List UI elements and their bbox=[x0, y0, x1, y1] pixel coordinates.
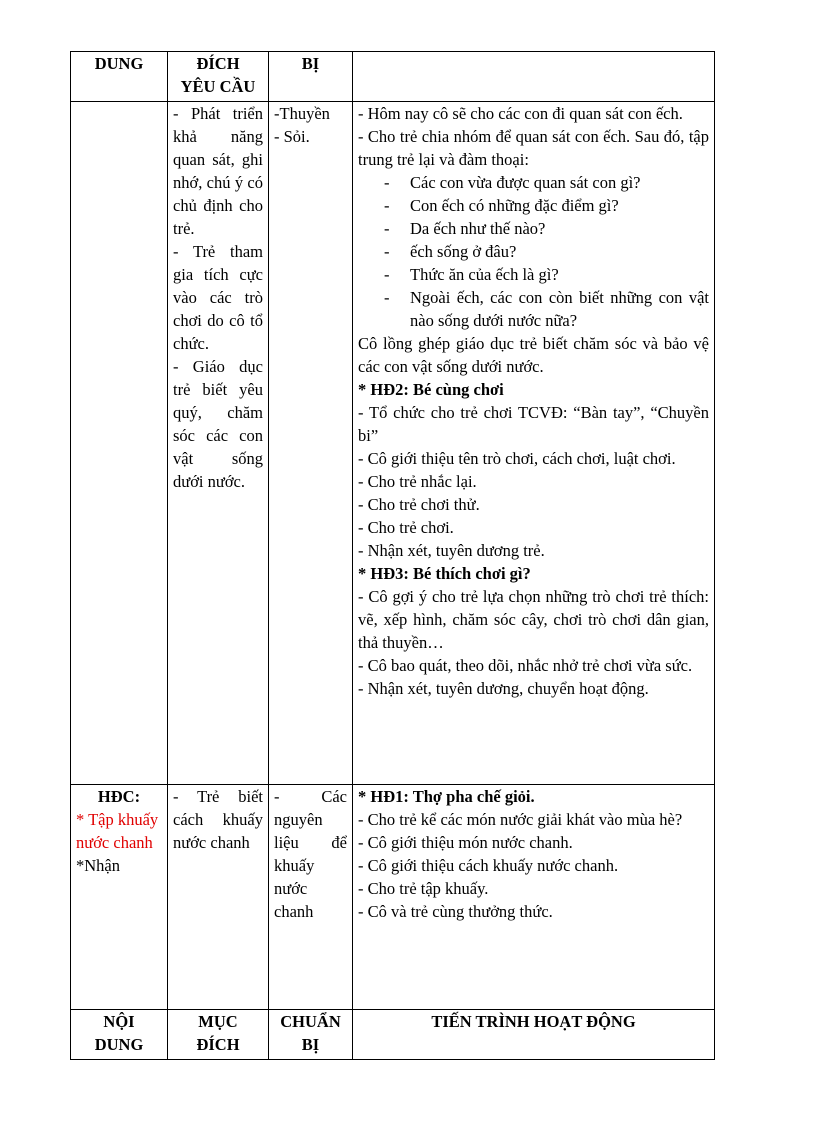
header-text: ĐÍCH bbox=[196, 54, 240, 73]
header-preparation-col bbox=[269, 1010, 353, 1059]
lesson-plan-table bbox=[70, 51, 715, 1060]
process-line: - Hôm nay cô sẽ cho các con đi quan sát con ếch. bbox=[358, 104, 683, 123]
header-objective-col bbox=[168, 1010, 269, 1059]
preparation-cell bbox=[269, 785, 353, 1009]
preparation-item: - Các nguyên liệu để khuấy nước chanh bbox=[274, 787, 347, 921]
process-line: - Cho trẻ chơi. bbox=[358, 518, 454, 537]
question-item: - Da ếch như thế nào? bbox=[358, 217, 709, 240]
activity-title: * HĐ1: Thợ pha chế giỏi. bbox=[358, 787, 535, 806]
content-text: *Nhận bbox=[76, 856, 120, 875]
process-line: Cô lồng ghép giáo dục trẻ biết chăm sóc và bảo vệ các con vật sống dưới nước. bbox=[358, 334, 709, 376]
table-header-row-bottom bbox=[71, 1010, 714, 1059]
header-objective-col bbox=[168, 52, 269, 101]
process-line: - Cho trẻ tập khuấy. bbox=[358, 879, 489, 898]
header-process-col bbox=[353, 1010, 714, 1059]
table-row-outdoor-activity bbox=[71, 102, 714, 785]
header-text: NỘI bbox=[103, 1012, 135, 1031]
question-item: - Các con vừa được quan sát con gì? bbox=[358, 171, 709, 194]
objective-item: - Trẻ biết cách khuấy nước chanh bbox=[173, 787, 263, 852]
header-text: BỊ bbox=[301, 1035, 320, 1054]
table-header-row-top bbox=[71, 52, 714, 102]
process-line: - Cho trẻ kể các món nước giải khát vào mùa hè? bbox=[358, 810, 683, 829]
header-text: CHUẨN bbox=[280, 1012, 341, 1031]
header-preparation-col bbox=[269, 52, 353, 101]
process-line: - Cô gợi ý cho trẻ lựa chọn những trò chơi trẻ thích: vẽ, xếp hình, chăm sóc cây, chơi trò chơi dân gian, thả thuyền… bbox=[358, 587, 709, 652]
question-item: - ếch sống ở đâu? bbox=[358, 240, 709, 263]
objective-item: - Giáo dục trẻ biết yêu quý, chăm sóc các con vật sống dưới nước. bbox=[173, 357, 263, 491]
process-line: - Nhận xét, tuyên dương, chuyển hoạt động. bbox=[358, 679, 649, 698]
activity-title: * HĐ3: Bé thích chơi gì? bbox=[358, 564, 531, 583]
activity-title: * HĐ2: Bé cùng chơi bbox=[358, 380, 504, 399]
header-text: DUNG bbox=[94, 1035, 144, 1054]
question-item: - Ngoài ếch, các con còn biết những con vật nào sống dưới nước nữa? bbox=[358, 286, 709, 332]
preparation-item: - Sỏi. bbox=[274, 127, 310, 146]
process-line: - Cho trẻ chia nhóm để quan sát con ếch. Sau đó, tập trung trẻ lại và đàm thoại: bbox=[358, 127, 709, 169]
header-text: YÊU CẦU bbox=[180, 77, 256, 96]
process-line: - Cô bao quát, theo dõi, nhắc nhở trẻ chơi vừa sức. bbox=[358, 656, 693, 675]
content-cell bbox=[71, 785, 168, 1009]
header-content-col bbox=[71, 52, 168, 101]
process-line: - Cho trẻ nhắc lại. bbox=[358, 472, 477, 491]
header-text: DUNG bbox=[94, 54, 144, 73]
preparation-item: -Thuyền bbox=[274, 104, 330, 123]
process-line: - Nhận xét, tuyên dương trẻ. bbox=[358, 541, 545, 560]
header-text: BỊ bbox=[301, 54, 320, 73]
question-item: - Con ếch có những đặc điểm gì? bbox=[358, 194, 709, 217]
preparation-cell bbox=[269, 102, 353, 784]
content-cell bbox=[71, 102, 168, 784]
process-line: - Cho trẻ chơi thử. bbox=[358, 495, 480, 514]
process-cell bbox=[353, 785, 714, 1009]
question-item: - Thức ăn của ếch là gì? bbox=[358, 263, 709, 286]
header-text: TIẾN TRÌNH HOẠT ĐỘNG bbox=[431, 1012, 636, 1031]
process-line: - Cô giới thiệu món nước chanh. bbox=[358, 833, 573, 852]
objective-item: - Phát triển khả năng quan sát, ghi nhớ, chú ý có chủ định cho trẻ. bbox=[173, 104, 263, 238]
header-text: ĐÍCH bbox=[196, 1035, 240, 1054]
content-title: HĐC: bbox=[97, 787, 141, 806]
process-line: - Cô giới thiệu cách khuấy nước chanh. bbox=[358, 856, 619, 875]
header-process-col bbox=[353, 52, 714, 101]
process-line: - Cô giới thiệu tên trò chơi, cách chơi, luật chơi. bbox=[358, 449, 676, 468]
content-highlight: * Tập khuấy nước chanh bbox=[76, 810, 159, 852]
process-line: - Tổ chức cho trẻ chơi TCVĐ: “Bàn tay”, “Chuyền bi” bbox=[358, 403, 709, 445]
header-content-col bbox=[71, 1010, 168, 1059]
header-text: MỤC bbox=[198, 1012, 238, 1031]
objectives-cell bbox=[168, 785, 269, 1009]
table-row-afternoon-activity bbox=[71, 785, 714, 1010]
objective-item: - Trẻ tham gia tích cực vào các trò chơi do cô tổ chức. bbox=[173, 242, 263, 353]
question-list bbox=[358, 171, 709, 332]
objectives-cell bbox=[168, 102, 269, 784]
process-cell bbox=[353, 102, 714, 784]
process-line: - Cô và trẻ cùng thưởng thức. bbox=[358, 902, 553, 921]
